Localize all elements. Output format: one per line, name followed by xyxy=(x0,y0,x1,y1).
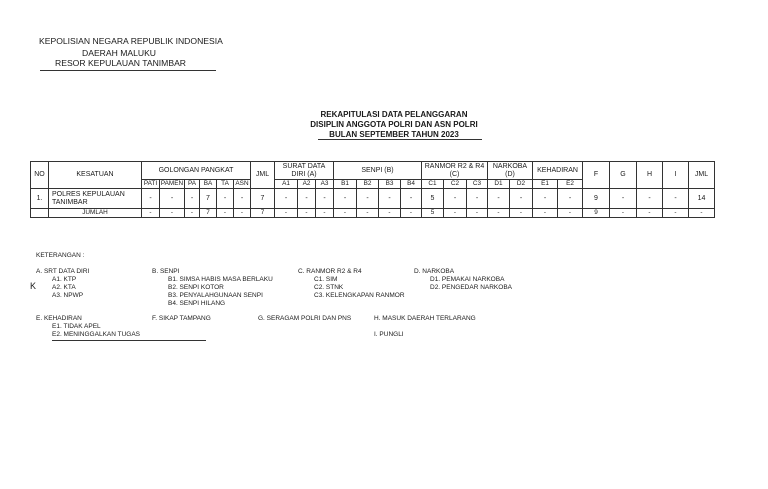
ket-c-item: C2. STNK xyxy=(314,284,344,291)
subcol-c2: C2 xyxy=(444,180,467,189)
ket-b-item: B1. SIMSA HABIS MASA BERLAKU xyxy=(168,276,273,283)
ket-c-item: C1. SIM xyxy=(314,276,338,283)
col-jml: JML xyxy=(251,162,275,189)
title-line-1: REKAPITULASI DATA PELANGGARAN xyxy=(320,110,468,119)
ket-g: G. SERAGAM POLRI DAN PNS xyxy=(258,315,352,322)
cell: - xyxy=(217,209,234,218)
cell: - xyxy=(558,209,583,218)
subcol-b1: B1 xyxy=(334,180,357,189)
cell: - xyxy=(160,209,185,218)
cell: - xyxy=(379,209,401,218)
ket-a-head: A. SRT DATA DIRI xyxy=(36,268,90,275)
cell: - xyxy=(185,209,200,218)
cell: - xyxy=(637,209,663,218)
cell: - xyxy=(316,189,334,209)
subcol-a2: A2 xyxy=(298,180,316,189)
subcol-e2: E2 xyxy=(558,180,583,189)
cell: 5 xyxy=(422,209,444,218)
cell: - xyxy=(160,189,185,209)
subcol-pa: PA xyxy=(185,180,200,189)
table-header-row xyxy=(31,162,715,180)
ket-underline xyxy=(52,340,206,341)
cell: 5 xyxy=(422,189,444,209)
cell: - xyxy=(217,189,234,209)
col-jml-total: JML xyxy=(689,162,715,189)
cell: 7 xyxy=(200,189,217,209)
subcol-e1: E1 xyxy=(533,180,558,189)
ket-a-item: A3. NPWP xyxy=(52,292,84,299)
cell: - xyxy=(558,189,583,209)
cell: - xyxy=(142,209,160,218)
ket-d-item: D1. PEMAKAI NARKOBA xyxy=(430,276,505,283)
jumlah-label: JUMLAH xyxy=(49,209,142,218)
col-ranmor: RANMOR R2 & R4 (C) xyxy=(422,162,488,180)
header-line-3: RESOR KEPULAUAN TANIMBAR xyxy=(55,58,187,68)
cell: - xyxy=(444,209,467,218)
ket-b-item: B4. SENPI HILANG xyxy=(168,300,226,307)
ket-a-item: A2. KTA xyxy=(52,284,76,291)
subcol-d1: D1 xyxy=(488,180,510,189)
cell: - xyxy=(298,189,316,209)
ket-c-head: C. RANMOR R2 & R4 xyxy=(298,268,362,275)
cell: - xyxy=(298,209,316,218)
cell: - xyxy=(637,189,663,209)
subcol-b3: B3 xyxy=(379,180,401,189)
subcol-ta: TA xyxy=(217,180,234,189)
ket-b-head: B. SENPI xyxy=(152,268,180,275)
header-line-1: KEPOLISIAN NEGARA REPUBLIK INDONESIA xyxy=(39,36,223,46)
cell: - xyxy=(401,209,422,218)
cell: - xyxy=(185,189,200,209)
cell: - xyxy=(510,189,533,209)
title-underline xyxy=(318,139,482,140)
cell: - xyxy=(467,189,488,209)
ket-i: I. PUNGLI xyxy=(374,331,404,338)
jumlah-row xyxy=(31,209,715,218)
subcol-b4: B4 xyxy=(401,180,422,189)
subcol-pati: PATI xyxy=(142,180,160,189)
side-letter: K xyxy=(30,281,37,291)
subcol-c1: C1 xyxy=(422,180,444,189)
cell: - xyxy=(316,209,334,218)
cell: - xyxy=(357,189,379,209)
cell: - xyxy=(275,209,298,218)
cell: - xyxy=(357,209,379,218)
cell: - xyxy=(610,189,637,209)
cell: - xyxy=(610,209,637,218)
cell: 9 xyxy=(583,189,610,209)
col-narkoba: NARKOBA (D) xyxy=(488,162,533,180)
cell: 7 xyxy=(251,189,275,209)
ket-c-item: C3. KELENGKAPAN RANMOR xyxy=(314,292,405,299)
col-golongan-pangkat: GOLONGAN PANGKAT xyxy=(142,162,251,180)
col-kesatuan: KESATUAN xyxy=(49,162,142,189)
header-underline xyxy=(40,70,216,71)
subcol-b2: B2 xyxy=(357,180,379,189)
cell: 9 xyxy=(583,209,610,218)
ket-h: H. MASUK DAERAH TERLARANG xyxy=(374,315,476,322)
ket-d-item: D2. PENGEDAR NARKOBA xyxy=(430,284,512,291)
ket-b-item: B3. PENYALAHGUNAAN SENPI xyxy=(168,292,263,299)
cell: - xyxy=(334,209,357,218)
title-line-3: BULAN SEPTEMBER TAHUN 2023 xyxy=(329,130,459,139)
cell: 7 xyxy=(251,209,275,218)
cell: - xyxy=(234,209,251,218)
col-g: G xyxy=(610,162,637,189)
cell: - xyxy=(510,209,533,218)
ket-d-head: D. NARKOBA xyxy=(414,268,455,275)
cell: 7 xyxy=(200,209,217,218)
cell: - xyxy=(689,209,715,218)
cell: - xyxy=(379,189,401,209)
ket-e-item: E2. MENINGGALKAN TUGAS xyxy=(52,331,141,338)
subcol-ba: BA xyxy=(200,180,217,189)
col-f: F xyxy=(583,162,610,189)
ket-e-item: E1. TIDAK APEL xyxy=(52,323,101,330)
cell: - xyxy=(401,189,422,209)
cell: - xyxy=(488,209,510,218)
cell: - xyxy=(488,189,510,209)
ket-e-head: E. KEHADIRAN xyxy=(36,315,82,322)
cell: - xyxy=(334,189,357,209)
row-kesatuan: POLRES KEPULAUAN TANIMBAR xyxy=(49,189,142,209)
rekap-table xyxy=(30,161,715,218)
cell: - xyxy=(663,209,689,218)
row-no: 1. xyxy=(31,189,49,209)
cell: - xyxy=(234,189,251,209)
subcol-a1: A1 xyxy=(275,180,298,189)
subcol-c3: C3 xyxy=(467,180,488,189)
cell: 14 xyxy=(689,189,715,209)
subcol-a3: A3 xyxy=(316,180,334,189)
col-kehadiran: KEHADIRAN xyxy=(533,162,583,180)
cell xyxy=(31,209,49,218)
cell: - xyxy=(533,189,558,209)
title-line-2: DISIPLIN ANGGOTA POLRI DAN ASN POLRI xyxy=(310,120,478,129)
cell: - xyxy=(275,189,298,209)
ket-b-item: B2. SENPI KOTOR xyxy=(168,284,224,291)
cell: - xyxy=(467,209,488,218)
cell: - xyxy=(533,209,558,218)
cell: - xyxy=(663,189,689,209)
cell: - xyxy=(142,189,160,209)
col-i: I xyxy=(663,162,689,189)
header-line-2: DAERAH MALUKU xyxy=(82,48,157,58)
subcol-d2: D2 xyxy=(510,180,533,189)
cell: - xyxy=(444,189,467,209)
ket-a-item: A1. KTP xyxy=(52,276,77,283)
col-surat-data-diri: SURAT DATA DIRI (A) xyxy=(275,162,334,180)
col-h: H xyxy=(637,162,663,189)
col-senpi: SENPI (B) xyxy=(334,162,422,180)
col-no: NO xyxy=(31,162,49,189)
ket-f: F. SIKAP TAMPANG xyxy=(152,315,211,322)
keterangan-label: KETERANGAN : xyxy=(36,252,85,259)
subcol-pamen: PAMEN xyxy=(160,179,184,187)
subcol-asn: ASN xyxy=(235,179,249,187)
table-row xyxy=(31,189,715,209)
